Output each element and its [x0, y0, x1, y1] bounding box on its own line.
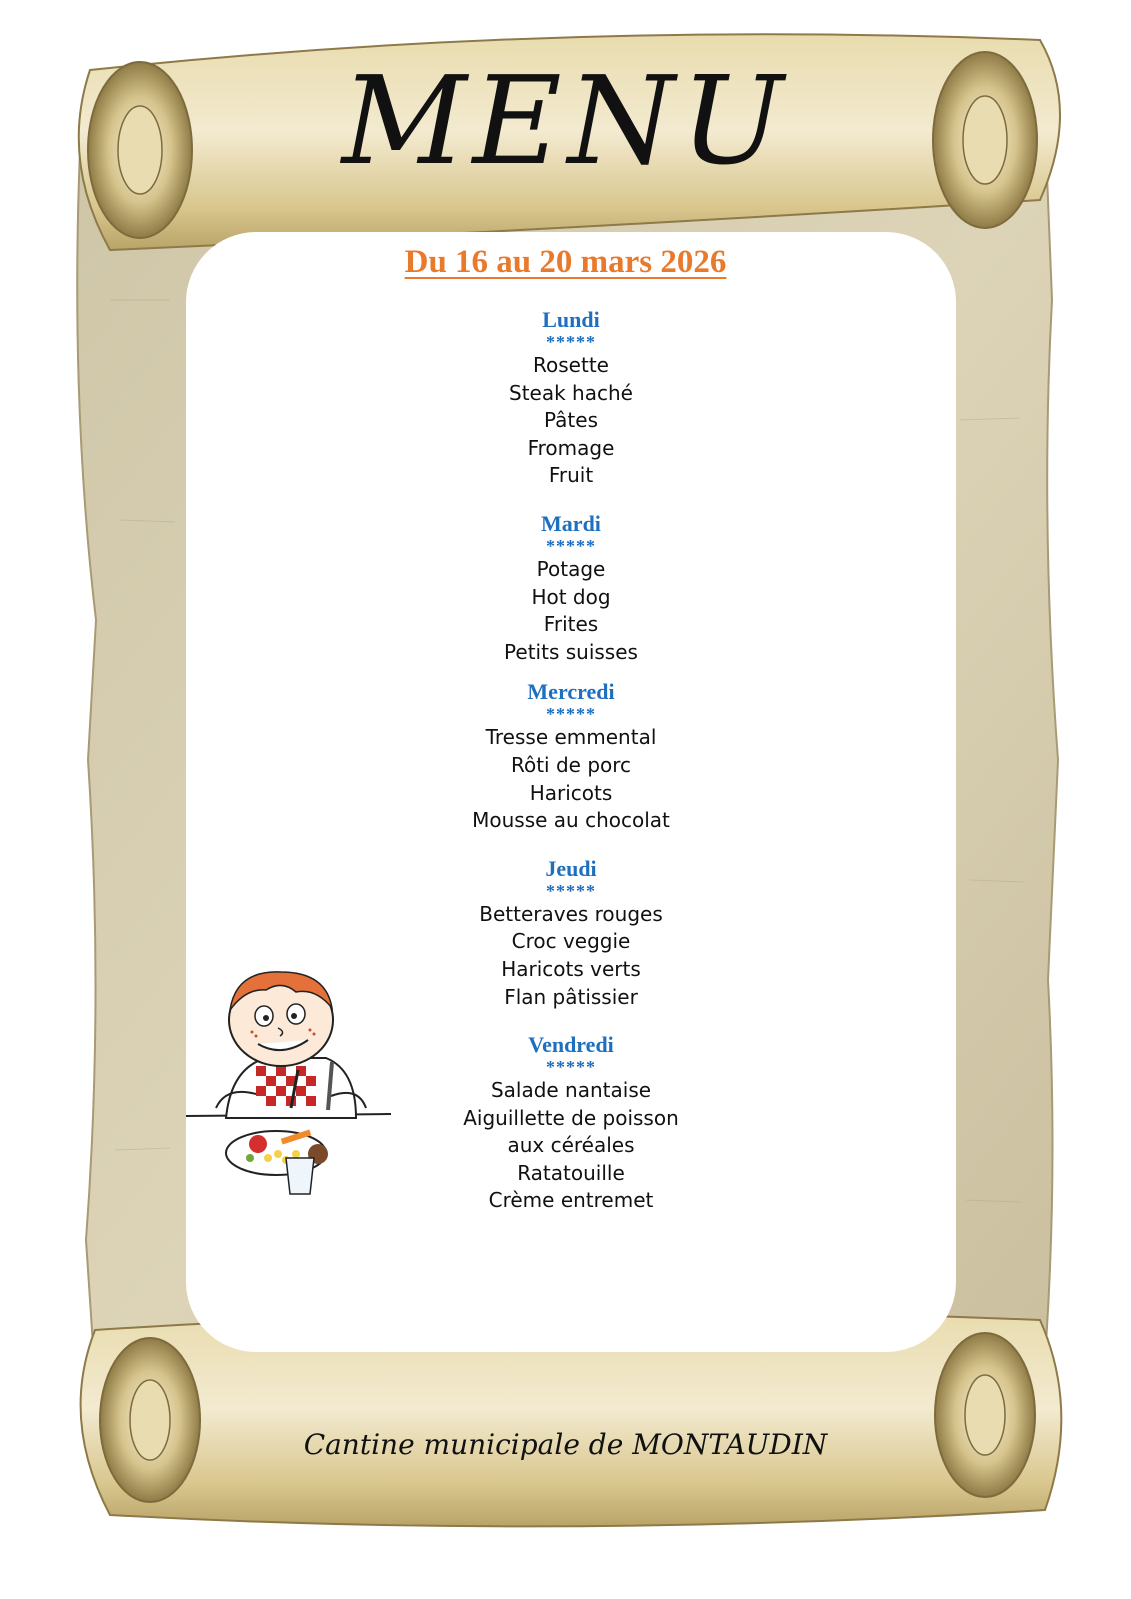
menu-item: Mousse au chocolat	[472, 808, 670, 833]
menu-item: Salade nantaise	[490, 1078, 652, 1103]
day-lundi	[186, 308, 956, 490]
menu-item: Flan pâtissier	[504, 984, 638, 1009]
day-separator: *****	[546, 880, 596, 901]
menu-item: Frites	[543, 612, 599, 637]
menu-item: Potage	[536, 556, 606, 581]
day-heading: Vendredi	[528, 1032, 614, 1058]
menu-item: Tresse emmental	[485, 725, 657, 750]
date-range: Du 16 au 20 mars 2026	[404, 244, 727, 280]
menu-item: Betteraves rouges	[479, 901, 663, 926]
day-heading: Jeudi	[545, 855, 597, 881]
menu-item: Petits suisses	[504, 639, 638, 664]
menu-item: Fromage	[527, 435, 615, 460]
menu-item: Haricots verts	[501, 956, 641, 981]
menu-item: Crème entremet	[488, 1188, 654, 1213]
menu-title: MENU	[341, 50, 790, 192]
menu-item: Fruit	[548, 463, 594, 488]
day-mercredi	[186, 680, 956, 834]
menu-item: aux céréales	[507, 1133, 635, 1158]
menu-item: Steak haché	[509, 380, 633, 405]
menu-item: Aiguillette de poisson	[463, 1105, 679, 1130]
menu-item: Croc veggie	[511, 929, 631, 954]
menu-item: Rosette	[533, 353, 609, 377]
menu-item: Pâtes	[544, 408, 598, 433]
boy-eating-illustration	[186, 958, 396, 1203]
day-heading: Lundi	[542, 307, 600, 332]
footer-cantine: Cantine municipale de MONTAUDIN	[303, 1428, 828, 1461]
day-heading: Mercredi	[527, 679, 615, 705]
menu-item: Ratatouille	[517, 1160, 625, 1185]
menu-item: Haricots	[529, 780, 613, 805]
day-separator: *****	[546, 535, 596, 556]
menu-item: Rôti de porc	[510, 752, 632, 777]
day-separator: *****	[546, 704, 596, 725]
day-mardi	[186, 512, 956, 666]
day-separator: *****	[546, 332, 596, 352]
day-separator: *****	[546, 1057, 596, 1078]
day-heading: Mardi	[541, 510, 601, 536]
menu-item: Hot dog	[531, 584, 611, 609]
